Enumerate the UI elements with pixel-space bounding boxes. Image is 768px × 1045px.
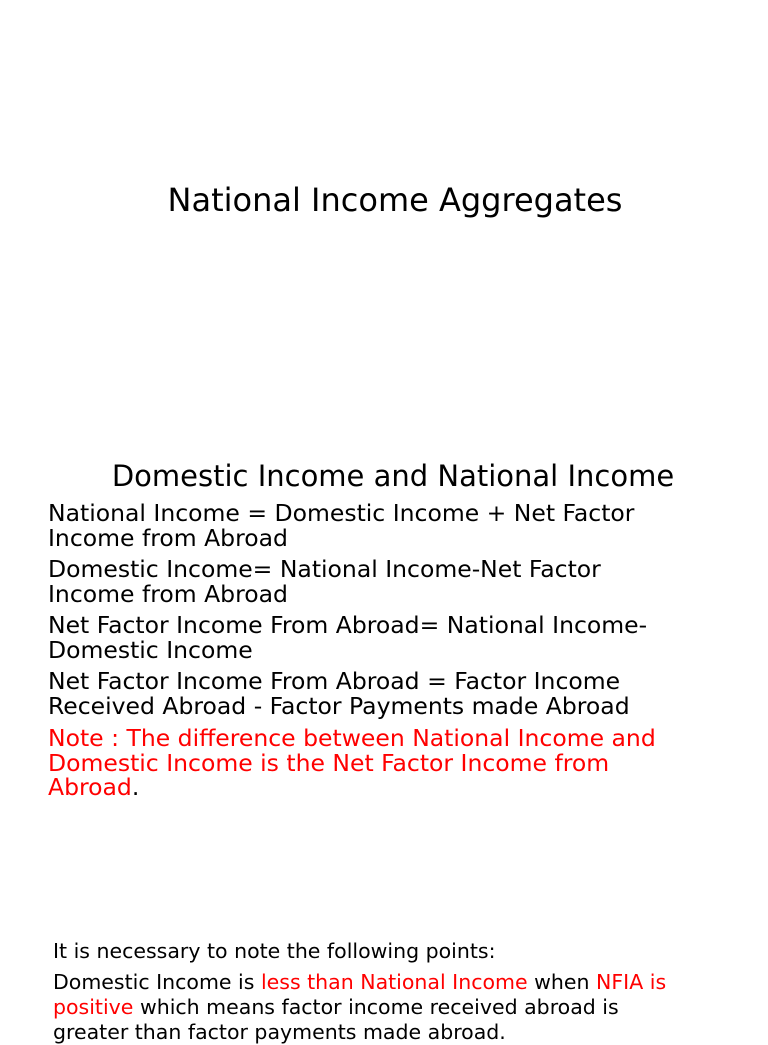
note-line: Domestic Income is the Net Factor Income from [48,748,610,777]
point-paragraph [53,970,768,1045]
equation-line: Income from Abroad [48,579,288,608]
note-period: . [131,773,140,801]
note-paragraph [48,726,748,800]
equation-line: National Income = Domestic Income + Net Factor [48,499,635,527]
equation-line: Net Factor Income From Abroad = Factor Income [48,667,621,695]
equation-nfia [48,613,748,662]
equation-line: Received Abroad - Factor Payments made Abroad [48,691,630,720]
point-line-1 [53,970,768,995]
point-text: greater than factor payments made abroad. [53,1020,506,1044]
point-highlight: positive [53,995,134,1019]
point-line-2 [53,995,768,1020]
equation-national-income [48,501,748,550]
point-highlight: NFIA is [596,970,667,994]
intro-line: It is necessary to note the following points: [53,939,496,963]
note-line-last [48,775,748,800]
section-heading: Domestic Income and National Income [111,459,675,493]
equation-line: Domestic Income= National Income-Net Factor [48,555,601,583]
equation-nfia-components [48,669,748,718]
point-text: when [527,970,597,994]
equation-line: Income from Abroad [48,523,288,552]
equation-line: Domestic Income [48,635,253,664]
intro-text [53,939,768,964]
slide-title: National Income Aggregates [167,181,623,219]
point-text: Domestic Income is [53,970,261,994]
note-line: Note : The difference between National Income and [48,724,656,752]
point-text: which means factor income received abroad is [133,995,619,1019]
point-highlight: less than National Income [260,970,528,994]
equation-line: Net Factor Income From Abroad= National Income- [48,611,648,639]
note-text-red: Abroad [48,773,132,801]
equation-domestic-income [48,557,748,606]
